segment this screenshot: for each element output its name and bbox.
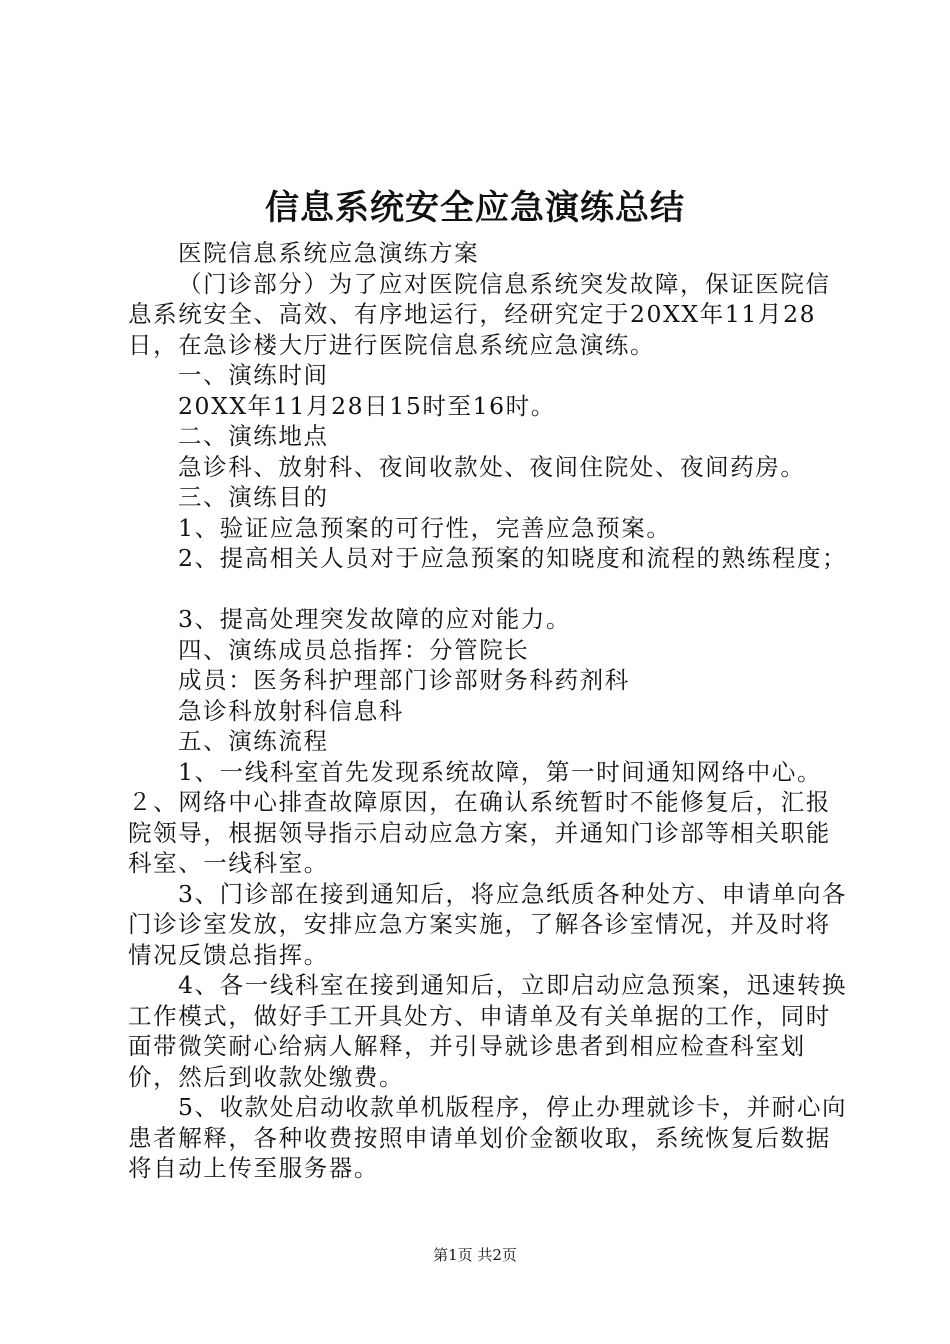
paragraph-process-4: 4、各一线科室在接到通知后，立即启动应急预案，迅速转换工作模式，做好手工开具处方、申请单及有关单据的工作，同时面带微笑耐心给病人解释，并引导就诊患者到相应检查科室划价，然后到收款处缴费。 <box>128 971 848 1091</box>
page-footer: 第1页 共2页 <box>433 1246 517 1264</box>
paragraph-purpose-3: 3、提高处理突发故障的应对能力。 <box>178 605 572 633</box>
section-heading-purpose: 三、演练目的 <box>178 483 329 511</box>
paragraph-process-2: ２、网络中心排查故障原因，在确认系统暂时不能修复后，汇报院领导，根据领导指示启动应急方案，并通知门诊部等相关职能科室、一线科室。 <box>128 788 831 877</box>
paragraph-process-3: 3、门诊部在接到通知后，将应急纸质各种处方、申请单向各门诊诊室发放，安排应急方案实施，了解各诊室情况，并及时将情况反馈总指挥。 <box>128 879 848 969</box>
document-body <box>128 238 848 1184</box>
paragraph-process-5: 5、收款处启动收款单机版程序，停止办理就诊卡，并耐心向患者解释，各种收费按照申请单划价金额收取，系统恢复后数据将自动上传至服务器。 <box>128 1093 848 1182</box>
paragraph-process-1: 1、一线科室首先发现系统故障，第一时间通知网络中心。 <box>178 757 823 786</box>
section-heading-process: 五、演练流程 <box>178 727 329 755</box>
paragraph-purpose-1: 1、验证应急预案的可行性，完善应急预案。 <box>178 513 672 542</box>
paragraph-intro: （门诊部分）为了应对医院信息系统突发故障，保证医院信息系统安全、高效、有序地运行，经研究定于20XX年11月28日，在急诊楼大厅进行医院信息系统应急演练。 <box>128 269 831 359</box>
section-heading-location: 二、演练地点 <box>178 422 329 450</box>
paragraph-purpose-2: 2、提高相关人员对于应急预案的知晓度和流程的熟练程度； <box>178 544 848 572</box>
section-heading-time: 一、演练时间 <box>178 361 329 389</box>
paragraph-members-1: 成员：医务科护理部门诊部财务科药剂科 <box>178 666 630 694</box>
document-title: 信息系统安全应急演练总结 <box>265 188 685 228</box>
blank-line <box>128 574 848 605</box>
section-heading-members: 四、演练成员总指挥：分管院长 <box>178 635 530 664</box>
paragraph-members-2: 急诊科放射科信息科 <box>178 696 404 725</box>
paragraph-time: 20XX年11月28日15时至16时。 <box>178 391 556 420</box>
paragraph-plan-heading: 医院信息系统应急演练方案 <box>178 239 480 267</box>
paragraph-location: 急诊科、放射科、夜间收款处、夜间住院处、夜间药房。 <box>178 452 806 481</box>
